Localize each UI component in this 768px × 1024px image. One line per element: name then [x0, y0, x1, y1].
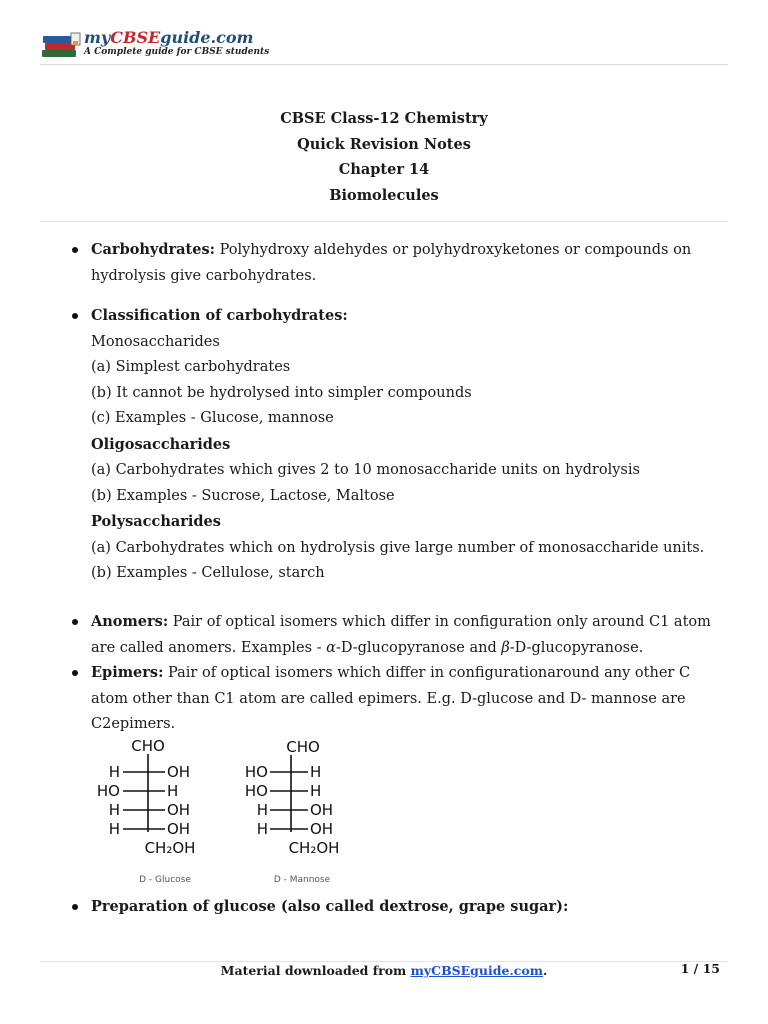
glucose-c2-left: H — [108, 763, 120, 781]
mannose-caption: D - Mannose — [273, 875, 331, 885]
bullet-icon — [72, 619, 78, 625]
preparation-item — [91, 894, 721, 921]
bullet-icon — [72, 247, 78, 253]
page-header — [40, 22, 728, 65]
anomers-term: Anomers: — [91, 613, 169, 630]
footer-divider — [40, 961, 728, 962]
oligosaccharides-heading: Oligosaccharides — [91, 435, 231, 453]
glucose-top: CHO — [131, 737, 165, 755]
glucose-structure — [97, 737, 196, 885]
classification-heading: Classification of carbohydrates: — [91, 307, 348, 324]
source-link[interactable]: myCBSEguide.com — [410, 963, 543, 978]
classification-item: Classification of carbohydrates: Monosaccharides (a) Simplest carbohydrates (b) It cannot be hydrolysed into simpler compounds (c) Examples - Glucose, mannose Oligosaccharides (a) Carbohydrates which gives 2 to 10 monosaccharide units on hydrolysis (b) Examples - Sucrose, Lactose, Maltose Polysaccharides (a) Carbohydrates which on hydrolysis give large number of monosaccharide units. (b) Examples - Cellulose, starch — [91, 307, 705, 581]
document-title — [40, 106, 728, 208]
mannose-c4-left: H — [256, 801, 268, 819]
mannose-top: CHO — [286, 738, 320, 756]
glucose-c5-left: H — [108, 820, 120, 838]
books-icon — [40, 32, 82, 60]
title-line-2: Quick Revision Notes — [297, 135, 471, 153]
page-footer: Material downloaded from myCBSEguide.com. — [220, 963, 548, 978]
epimers-item: Epimers: Pair of optical isomers which differ in configurationaround any other C atom other than C1 atom are called epimers. E.g. D-glucose and D- mannose are C2epimers. — [91, 664, 691, 732]
brand-logo[interactable] — [40, 26, 270, 62]
title-line-3: Chapter 14 — [338, 161, 430, 178]
carbohydrates-item: Carbohydrates: Polyhydroxy aldehydes or polyhydroxyketones or compounds on hydrolysis give carbohydrates. — [91, 241, 692, 284]
beta-symbol: β — [501, 639, 510, 656]
anomers-item: Anomers: Pair of optical isomers which differ in configuration only around C1 atom are called anomers. Examples - α-D-glucopyranose and β-D-glucopyranose. — [91, 613, 711, 656]
glucose-c2-right: OH — [167, 763, 191, 781]
title-line-4: Biomolecules — [329, 186, 439, 204]
mannose-bottom: CH₂OH — [288, 839, 340, 857]
glucose-caption: D - Glucose — [139, 875, 191, 885]
preparation-heading: Preparation of glucose (also called dextrose, grape sugar): — [91, 898, 569, 915]
brand-name: myCBSEguide.com — [84, 28, 254, 47]
glucose-c3-left: HO — [96, 782, 120, 800]
mannose-c3-right: H — [310, 782, 322, 800]
bullet-icon — [72, 313, 78, 319]
mannose-c5-left: H — [256, 820, 268, 838]
title-line-1: CBSE Class-12 Chemistry — [280, 110, 488, 127]
bullet-icon — [72, 670, 78, 676]
epimers-term: Epimers: — [91, 664, 164, 681]
carbohydrates-term: Carbohydrates: — [91, 241, 215, 258]
mannose-c4-right: OH — [310, 801, 334, 819]
alpha-symbol: α — [326, 639, 336, 656]
glucose-bottom: CH₂OH — [144, 839, 196, 857]
mannose-c5-right: OH — [310, 820, 334, 838]
epimer-structures-figure — [92, 736, 362, 886]
page-number: 1 / 15 — [680, 961, 720, 976]
mannose-c3-left: HO — [244, 782, 268, 800]
title-divider — [40, 221, 728, 222]
polysaccharides-heading: Polysaccharides — [91, 513, 221, 530]
bullet-icon — [72, 904, 78, 910]
mannose-c2-left: HO — [244, 763, 268, 781]
mannose-structure — [245, 738, 340, 885]
brand-tagline: A Complete guide for CBSE students — [84, 47, 270, 57]
glucose-c5-right: OH — [167, 820, 191, 838]
glucose-c4-left: H — [108, 801, 120, 819]
glucose-c4-right: OH — [167, 801, 191, 819]
mannose-c2-right: H — [310, 763, 322, 781]
glucose-c3-right: H — [167, 782, 179, 800]
